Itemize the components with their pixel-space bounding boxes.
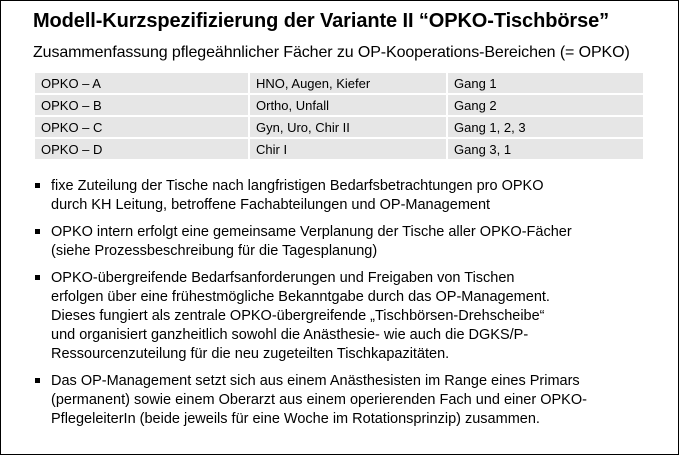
bullet-text-line: OPKO-übergreifende Bedarfsanforderungen und Freigaben von Tischen xyxy=(51,270,515,286)
corridor-cell: Gang 3, 1 xyxy=(446,139,643,159)
slide-subtitle: Zusammenfassung pflegeähnlicher Fächer zu OP-Kooperations-Bereichen (= OPKO) xyxy=(33,44,630,61)
opko-name-cell: OPKO – B xyxy=(35,95,248,115)
subjects-cell: Gyn, Uro, Chir II xyxy=(248,117,446,137)
subjects-cell: HNO, Augen, Kiefer xyxy=(248,73,446,93)
bullet-item xyxy=(33,177,653,215)
opko-name-cell: OPKO – D xyxy=(35,139,248,159)
bullet-text-line: fixe Zuteilung der Tische nach langfristigen Bedarfsbetrachtungen pro OPKO xyxy=(51,178,544,194)
bullet-square-icon xyxy=(35,229,40,234)
bullet-text-line: PflegeleiterIn (beide jeweils für eine Woche im Rotationsprinzip) zusammen. xyxy=(51,411,540,427)
bullet-text-line: OPKO intern erfolgt eine gemeinsame Verplanung der Tische aller OPKO-Fächer xyxy=(51,224,572,240)
subjects-cell: Ortho, Unfall xyxy=(248,95,446,115)
bullet-text-line: Ressourcenzuteilung für die neu zugeteilten Tischkapazitäten. xyxy=(51,346,450,362)
bullet-square-icon xyxy=(35,275,40,280)
bullet-text-line: durch KH Leitung, betroffene Fachabteilungen und OP-Management xyxy=(51,197,491,213)
bullet-item xyxy=(33,269,653,364)
table-row xyxy=(35,117,643,137)
bullet-item xyxy=(33,372,653,429)
bullet-text-line: und organisiert ganzheitlich sowohl die Anästhesie- wie auch die DGKS/P- xyxy=(51,327,529,343)
bullet-list xyxy=(33,177,653,437)
corridor-cell: Gang 1 xyxy=(446,73,643,93)
bullet-text-line: erfolgen über eine frühestmögliche Bekanntgabe durch das OP-Management. xyxy=(51,289,550,305)
bullet-item xyxy=(33,223,653,261)
bullet-text-line: Das OP-Management setzt sich aus einem Anästhesisten im Range eines Primars xyxy=(51,373,580,389)
corridor-cell: Gang 2 xyxy=(446,95,643,115)
subjects-cell: Chir I xyxy=(248,139,446,159)
slide-title: Modell-Kurzspezifizierung der Variante II “OPKO-Tischbörse” xyxy=(33,10,610,32)
bullet-square-icon xyxy=(35,378,40,383)
table-row xyxy=(35,139,643,159)
bullet-text-line: Dieses fungiert als zentrale OPKO-übergreifende „Tischbörsen-Drehscheibe“ xyxy=(51,308,545,324)
table-row xyxy=(35,95,643,115)
bullet-text-line: (permanent) sowie einem Oberarzt aus einem operierenden Fach und einer OPKO- xyxy=(51,392,587,408)
opko-name-cell: OPKO – A xyxy=(35,73,248,93)
corridor-cell: Gang 1, 2, 3 xyxy=(446,117,643,137)
opko-name-cell: OPKO – C xyxy=(35,117,248,137)
bullet-text-line: (siehe Prozessbeschreibung für die Tagesplanung) xyxy=(51,243,378,259)
bullet-square-icon xyxy=(35,183,40,188)
opko-table xyxy=(35,71,643,161)
table-row xyxy=(35,73,643,93)
